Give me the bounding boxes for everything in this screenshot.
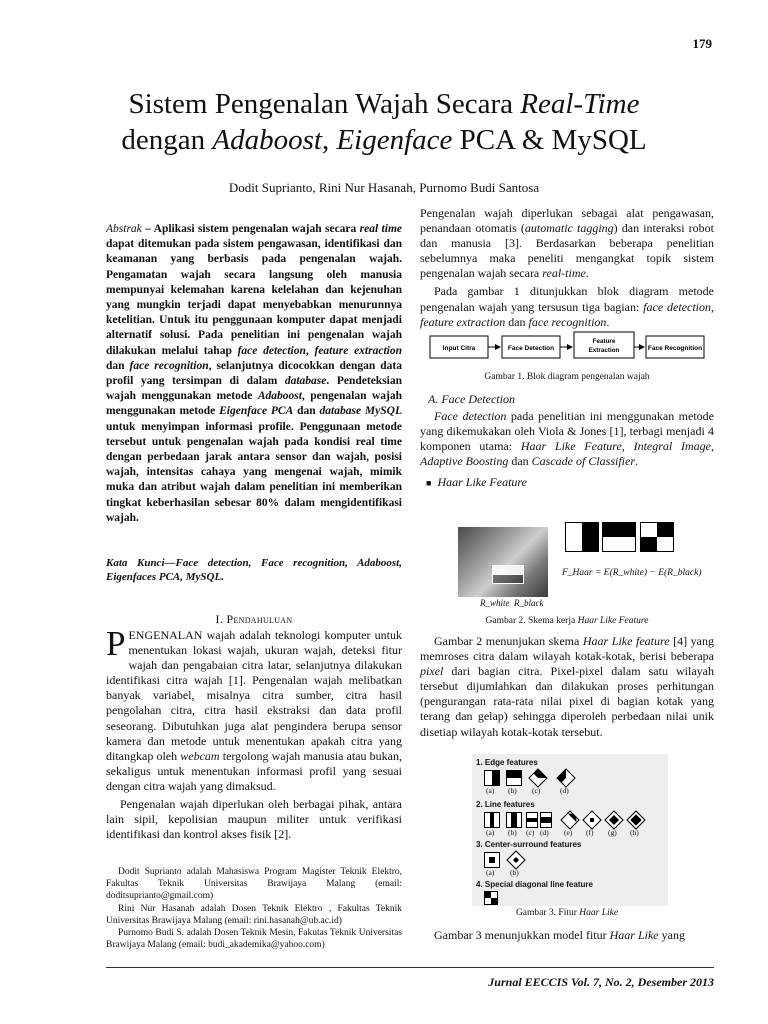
subsection-heading-face-detection: A. Face Detection xyxy=(428,392,515,406)
group-label: 3. Center-surround features xyxy=(476,840,582,849)
center-feature-b xyxy=(506,850,526,870)
edge-feature-d xyxy=(556,768,576,788)
line-feature-d xyxy=(540,812,552,828)
haar-feature-checker xyxy=(640,522,674,552)
page-number: 179 xyxy=(692,36,712,51)
author-footnotes xyxy=(106,866,402,951)
figure-3-haar-features xyxy=(472,754,668,906)
figure-2-caption: Gambar 2. Skema kerja Haar Like Feature xyxy=(485,616,649,626)
paragraph: Gambar 2 menunjukan skema Haar Like feature [4] yang memroses citra dalam wilayah kotak-kotak, berisi beberapa pixel dari bagian citra. Pixel-pixel dalam satu wilayah tersebut dijumlahkan dan dilakukan proses perhitungan (pengurangan rata-rata nilai pixel di bagian kotak yang terang dan gelap) sehingga diperoleh perbedaan nilai unik disetiap wilayah kotak-kotak tersebut. xyxy=(420,634,714,739)
figure-1-caption: Gambar 1. Blok diagram pengenalan wajah xyxy=(484,372,650,382)
intro-paragraph-2: Pengenalan wajah diperlukan oleh berbagai pihak, antara lain sipil, kepolisian maupun militer untuk verifikasi identifikasi dan kontrol akses fisik [2]. xyxy=(106,797,402,842)
sub-label: (a) xyxy=(486,828,495,837)
journal-footer: Jurnal EECCIS Vol. 7, No. 2, Desember 2013 xyxy=(488,975,714,989)
right-column-lower xyxy=(420,634,714,743)
block-label-line1: Feature xyxy=(592,338,616,345)
right-column-top xyxy=(420,206,714,333)
author-list: Dodit Suprianto, Rini Nur Hasanah, Purnomo Budi Santosa xyxy=(228,180,540,195)
sub-label: (a) xyxy=(486,786,495,795)
sub-label: (d) xyxy=(540,828,549,837)
bullet-haar-like-feature: ■ Haar Like Feature xyxy=(426,475,527,490)
keywords: Kata Kunci—Face detection, Face recognition, Adaboost, Eigenfaces PCA, MySQL. xyxy=(106,557,402,583)
sub-label: (f) xyxy=(586,828,594,837)
right-column-middle xyxy=(420,392,714,495)
figure-1-block-diagram xyxy=(428,330,706,370)
right-column-bottom xyxy=(420,928,714,946)
footer-divider xyxy=(106,967,714,968)
line-feature-e xyxy=(560,810,580,830)
label-r-black: R_black xyxy=(514,598,544,608)
block-label: Face Recognition xyxy=(647,345,703,352)
sub-label: (a) xyxy=(486,868,495,877)
paragraph: Gambar 3 menunjukkan model fitur Haar Like yang xyxy=(434,928,685,942)
intro-paragraph-1: PENGENALAN wajah adalah teknologi komputer untuk menentukan lokasi wajah, ukuran wajah, deteksi fitur wajah dan pengabaian citra latar, selanjutnya dilakukan identifikasi citra wajah [1]. Pengenalan wajah melibatkan banyak variabel, misalnya citra sumber, citra hasil pengolahan citra, citra hasil ekstraksi dan data profil seseorang. Dibutuhkan juga alat pengindera berupa sensor kamera dan metode untuk menentukan apakah citra yang ditangkap oleh webcam tergolong wajah manusia atau bukan, sekaligus untuk menentukan informasi profil yang sesuai dengan citra wajah yang dimaksud. xyxy=(106,624,403,793)
label-r-white: R_white xyxy=(480,598,510,608)
figure-3-caption: Gambar 3. Fitur Haar Like xyxy=(515,908,619,918)
haar-feature-two-horizontal xyxy=(602,522,636,552)
haar-formula: F_Haar = E(R_white) − E(R_black) xyxy=(562,568,702,578)
paragraph: Pada gambar 1 ditunjukkan blok diagram metode pengenalan wajah yang tersusun tiga bagian: face detection, feature extraction dan face recognition. xyxy=(420,284,714,329)
paragraph: Face detection pada penelitian ini menggunakan metode yang dikemukakan oleh Viola & Jones [1], terbagi menjadi 4 komponen utama: Haar Like Feature, Integral Image, Adaptive Boosting dan Cascade of Classifier. xyxy=(420,409,714,469)
paper-title xyxy=(60,86,708,158)
line-feature-f xyxy=(582,810,602,830)
footnote: Dodit Suprianto adalah Mahasiswa Program Magister Teknik Elektro, Fakultas Teknik Universitas Brawijaya Malang (email: doditsuprianto@gmail.com) xyxy=(106,867,402,902)
line-feature-c xyxy=(526,812,538,828)
sub-label: (d) xyxy=(560,786,569,795)
title-line-2: dengan Adaboost, Eigenface PCA & MySQL xyxy=(121,124,647,156)
group-label: 4. Special diagonal line feature xyxy=(476,880,593,889)
sub-label: (h) xyxy=(630,828,639,837)
block-feature-extraction xyxy=(574,332,634,358)
face-photo xyxy=(458,527,548,597)
block-label: Face Detection xyxy=(507,345,555,352)
footnote: Purnomo Budi S. adalah Dosen Teknik Mesin, Fakutas Teknik Universitas Brawijaya Malang (email: budi_akademika@yahoo.com) xyxy=(106,928,402,951)
line-feature-h xyxy=(626,810,646,830)
group-label: 2. Line features xyxy=(476,800,535,809)
title-line-1: Sistem Pengenalan Wajah Secara Real-Time xyxy=(128,88,640,120)
haar-feature-two-vertical xyxy=(565,522,599,552)
section-heading-introduction: I. Pendahuluan xyxy=(215,612,293,626)
group-label: 1. Edge features xyxy=(476,758,538,767)
bullet-icon: ■ xyxy=(426,478,432,489)
block-label-line2: Extraction xyxy=(588,347,620,354)
center-feature-a xyxy=(484,852,500,868)
sub-label: (c) xyxy=(532,786,541,795)
edge-feature-c xyxy=(528,768,548,788)
footnote: Rini Nur Hasanah adalah Dosen Teknik Elektro , Fakultas Teknik Universitas Brawijaya Malang (email: rini.hasanah@ub.ac.id) xyxy=(106,903,402,926)
line-feature-g xyxy=(604,810,624,830)
sub-label: (c) xyxy=(526,828,535,837)
paragraph: Pengenalan wajah diperlukan sebagai alat pengawasan, penandaan otomatis (automatic tagging) dan interaksi robot dan manusia [3]. Berdasarkan beberapa penelitian sebelumnya maka peneliti mengangkat topik sistem pengenalan wajah secara real-time. xyxy=(420,206,714,281)
sub-label: (b) xyxy=(508,786,517,795)
diagonal-feature xyxy=(484,891,498,905)
abstract: Abstrak – Aplikasi sistem pengenalan wajah secara real time dapat ditemukan pada sistem pengawasan, identifikasi dan keamanan yang berbasis pada pengenalan wajah. Pengamatan wajah secara langsung oleh manusia mempunyai kelemahan karena kelelahan dan kejenuhan yang mungkin terjadi dapat menyebabkan menurunnya ketelitian. Untuk itu penggunaan komputer dapat menjadi alternatif solusi. Pada penelitian ini pengenalan wajah dilakukan melalui tahap face detection, feature extraction dan face recognition, selanjutnya dicocokkan dengan data profil yang tersimpan di dalam database. Pendeteksian wajah menggunakan metode Adaboost, pengenalan wajah menggunakan metode Eigenface PCA dan database MySQL untuk menyimpan informasi profile. Penggunaan metode tersebut untuk pengenalan wajah pada kondisi real time dengan perbedaan jarak antara sensor dan wajah, posisi wajah, intensitas cahaya yang mengenai wajah, mimik muka dan atribut wajah dalam penelitian ini memberikan tingkat keberhasilan sebesar 80% dalam mengidentifikasi wajah. xyxy=(106,223,403,524)
line-feature-b xyxy=(506,812,522,828)
black-region xyxy=(492,574,524,584)
sub-label: (e) xyxy=(564,828,573,837)
edge-feature-b xyxy=(506,770,522,786)
sub-label: (b) xyxy=(510,868,519,877)
dropcap: P xyxy=(106,624,126,663)
line-feature-a xyxy=(484,812,500,828)
sub-label: (g) xyxy=(608,828,617,837)
block-label: Input Citra xyxy=(442,345,476,352)
edge-feature-a xyxy=(484,770,500,786)
sub-label: (b) xyxy=(508,828,517,837)
introduction-text xyxy=(106,624,403,845)
